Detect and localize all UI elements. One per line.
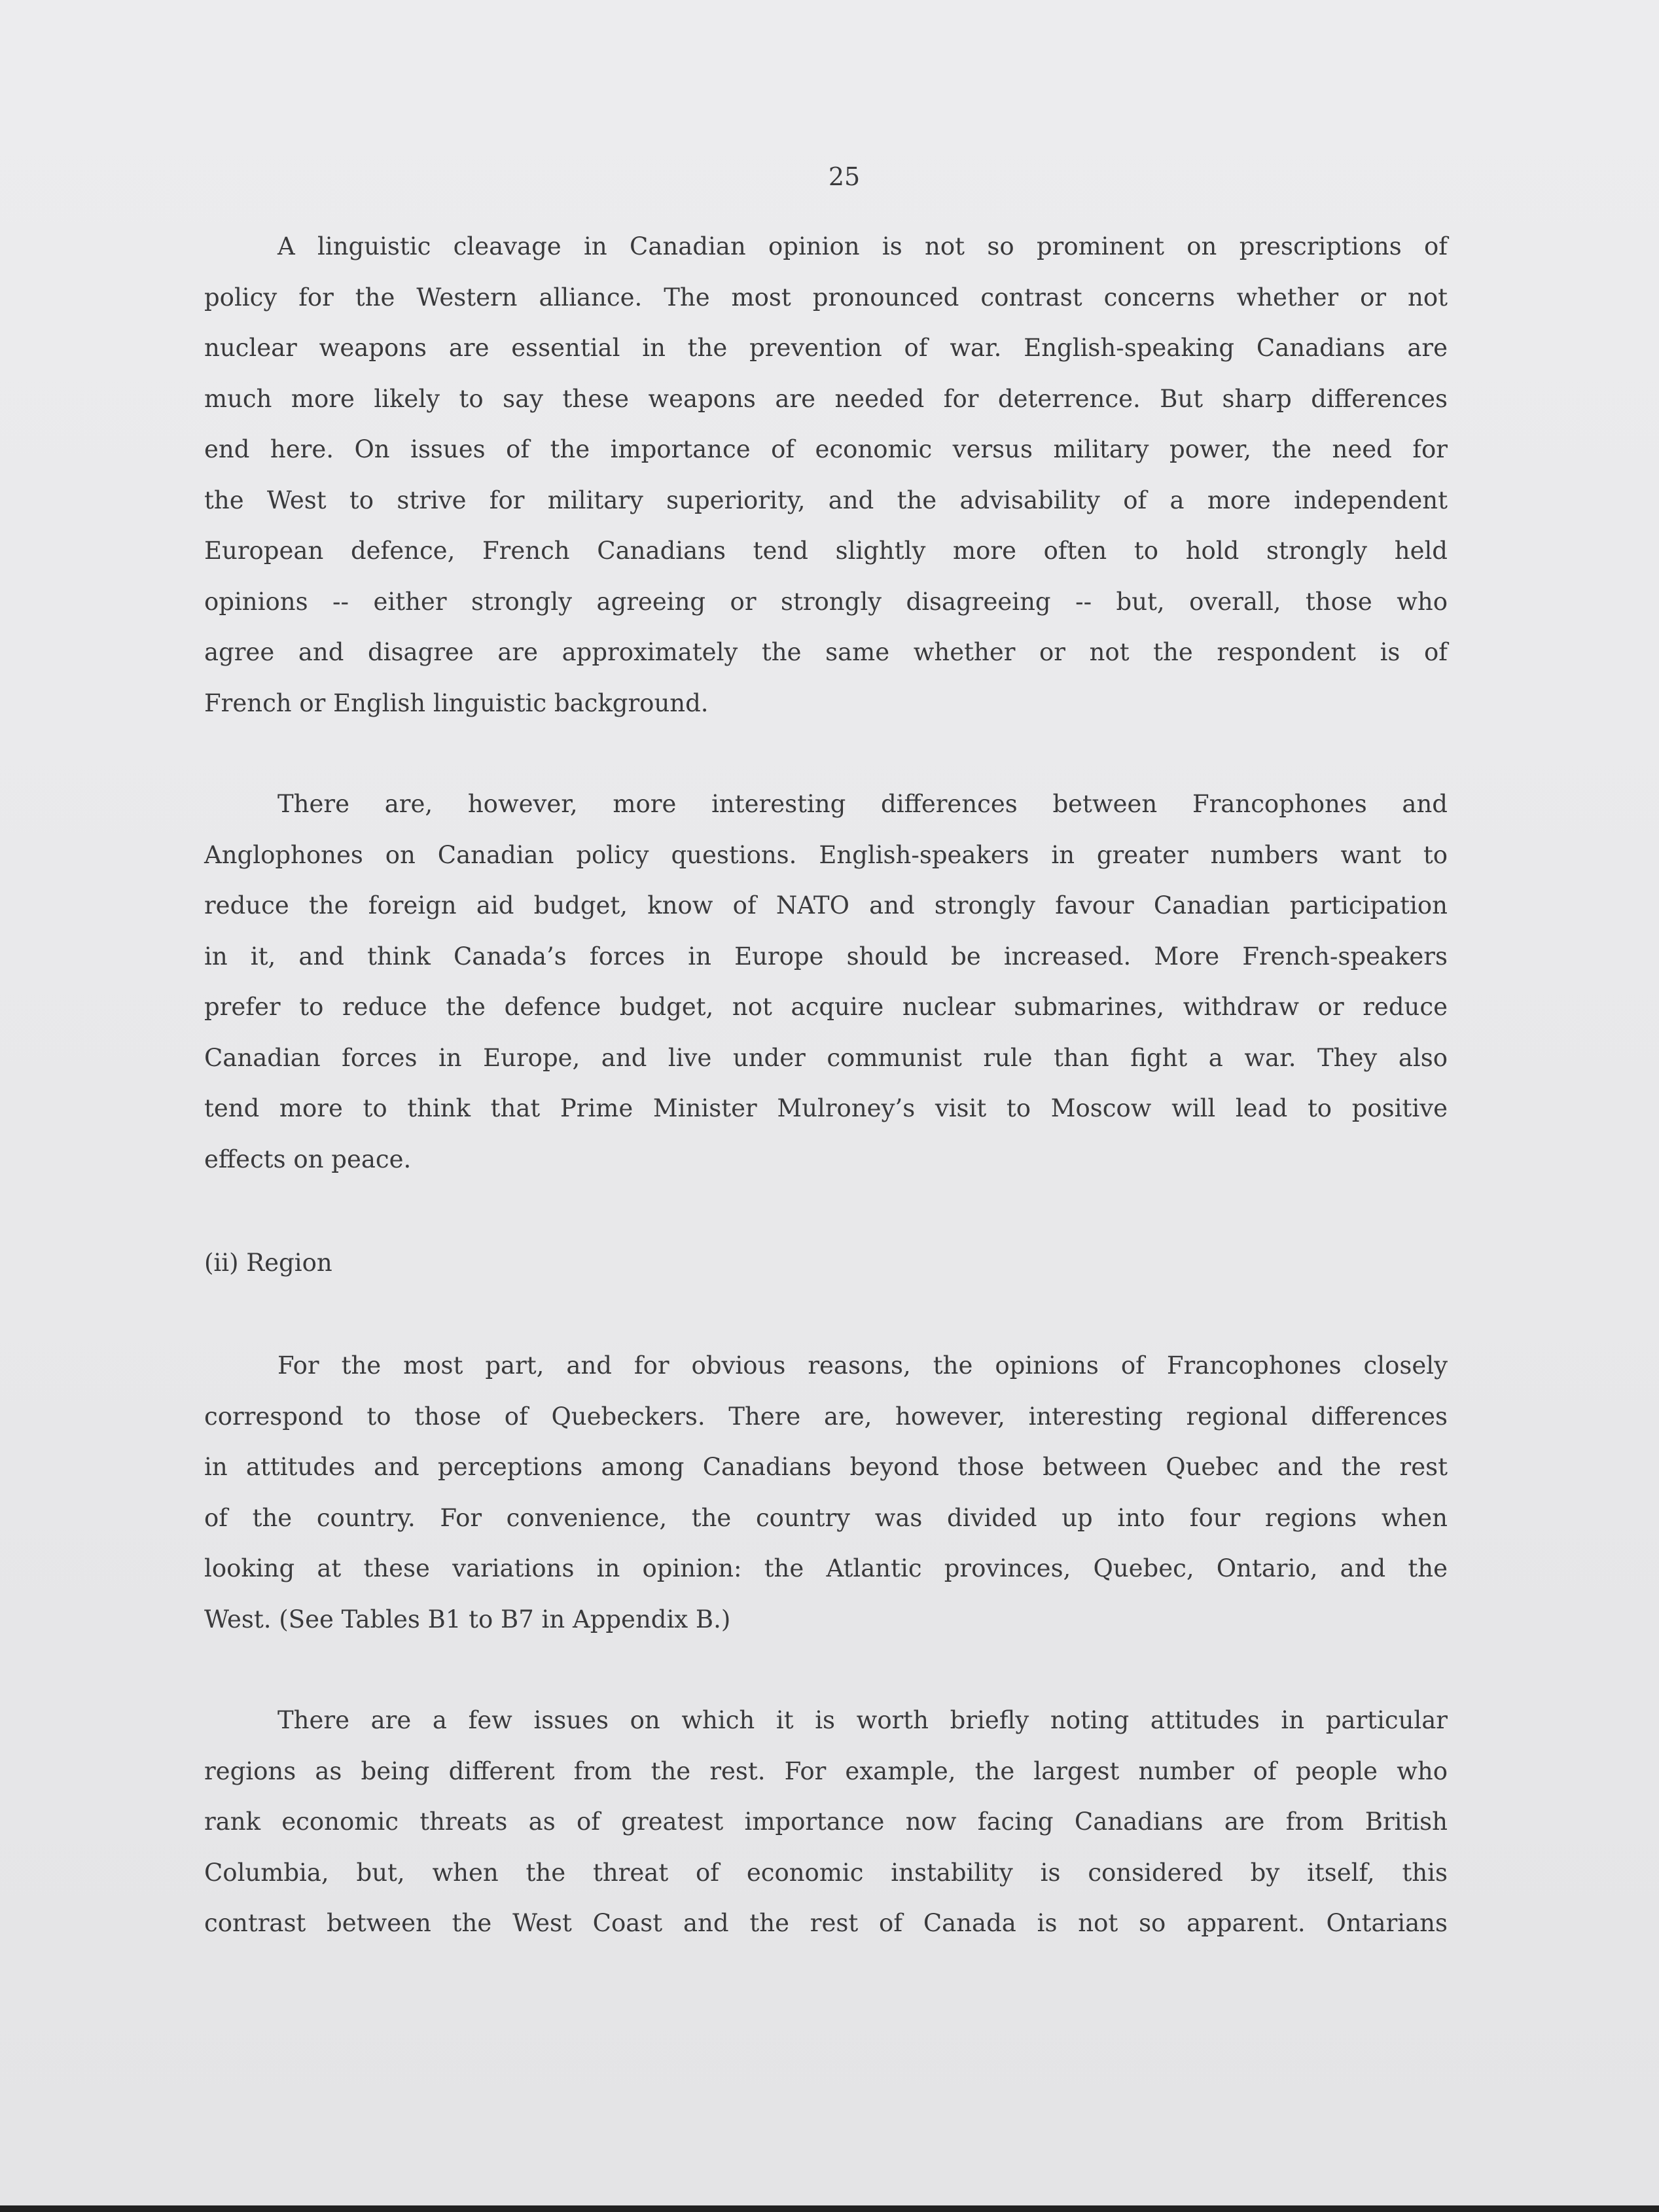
paragraph-line: Columbia, but, when the threat of economic instability is considered by itself, this <box>204 1858 1448 1887</box>
paragraph-line: much more likely to say these weapons are needed for deterrence. But sharp differences <box>204 384 1448 413</box>
scan-bottom-edge <box>0 2205 1659 2212</box>
paragraph-line: correspond to those of Quebeckers. There are, however, interesting regional differences <box>204 1402 1448 1431</box>
paragraph-linguistic-cleavage <box>204 221 1448 728</box>
paragraph-line: looking at these variations in opinion: the Atlantic provinces, Quebec, Ontario, and the <box>204 1554 1448 1582</box>
paragraph-line: policy for the Western alliance. The most pronounced contrast concerns whether or not <box>204 283 1448 312</box>
paragraph-line: prefer to reduce the defence budget, not acquire nuclear submarines, withdraw or reduce <box>204 993 1448 1021</box>
section-heading-region: (ii) Region <box>204 1249 332 1277</box>
paragraph-line: in attitudes and perceptions among Canadians beyond those between Quebec and the rest <box>204 1453 1448 1481</box>
paragraph-line: agree and disagree are approximately the same whether or not the respondent is of <box>204 638 1448 666</box>
paragraph-line: reduce the foreign aid budget, know of NATO and strongly favour Canadian participation <box>204 891 1448 919</box>
page-number: 25 <box>828 162 861 191</box>
paragraph-line: rank economic threats as of greatest importance now facing Canadians are from British <box>204 1808 1448 1836</box>
paragraph-line: effects on peace. <box>204 1145 412 1173</box>
paragraph-line: opinions -- either strongly agreeing or strongly disagreeing -- but, overall, those who <box>204 587 1448 616</box>
paragraph-line: tend more to think that Prime Minister Mulroney’s visit to Moscow will lead to positive <box>204 1094 1448 1122</box>
paragraph-line: regions as being different from the rest. For example, the largest number of people who <box>204 1757 1448 1785</box>
paragraph-line: French or English linguistic background. <box>204 688 709 717</box>
paragraph-regional-issues <box>204 1695 1448 1949</box>
paragraph-line: There are, however, more interesting differences between Francophones and <box>277 790 1448 818</box>
paragraph-regional-opinions <box>204 1340 1448 1645</box>
paragraph-policy-differences <box>204 779 1448 1185</box>
paragraph-line: There are a few issues on which it is worth briefly noting attitudes in particular <box>277 1706 1448 1734</box>
paragraph-line: of the country. For convenience, the country was divided up into four regions when <box>204 1503 1448 1532</box>
paragraph-line: West. (See Tables B1 to B7 in Appendix B.) <box>204 1605 731 1633</box>
paragraph-line: Canadian forces in Europe, and live under communist rule than fight a war. They also <box>204 1043 1448 1072</box>
paragraph-line: A linguistic cleavage in Canadian opinion is not so prominent on prescriptions of <box>277 232 1448 260</box>
paragraph-line: in it, and think Canada’s forces in Europe should be increased. More French-speakers <box>204 942 1448 971</box>
paragraph-line: the West to strive for military superiority, and the advisability of a more independent <box>204 486 1448 514</box>
paragraph-line: nuclear weapons are essential in the prevention of war. English-speaking Canadians are <box>204 334 1448 362</box>
paragraph-line: European defence, French Canadians tend slightly more often to hold strongly held <box>204 537 1448 565</box>
paragraph-line: end here. On issues of the importance of economic versus military power, the need for <box>204 435 1448 463</box>
paragraph-line: contrast between the West Coast and the rest of Canada is not so apparent. Ontarians <box>204 1909 1448 1937</box>
paragraph-line: For the most part, and for obvious reasons, the opinions of Francophones closely <box>277 1351 1448 1380</box>
paragraph-line: Anglophones on Canadian policy questions. English-speakers in greater numbers want to <box>204 840 1448 869</box>
